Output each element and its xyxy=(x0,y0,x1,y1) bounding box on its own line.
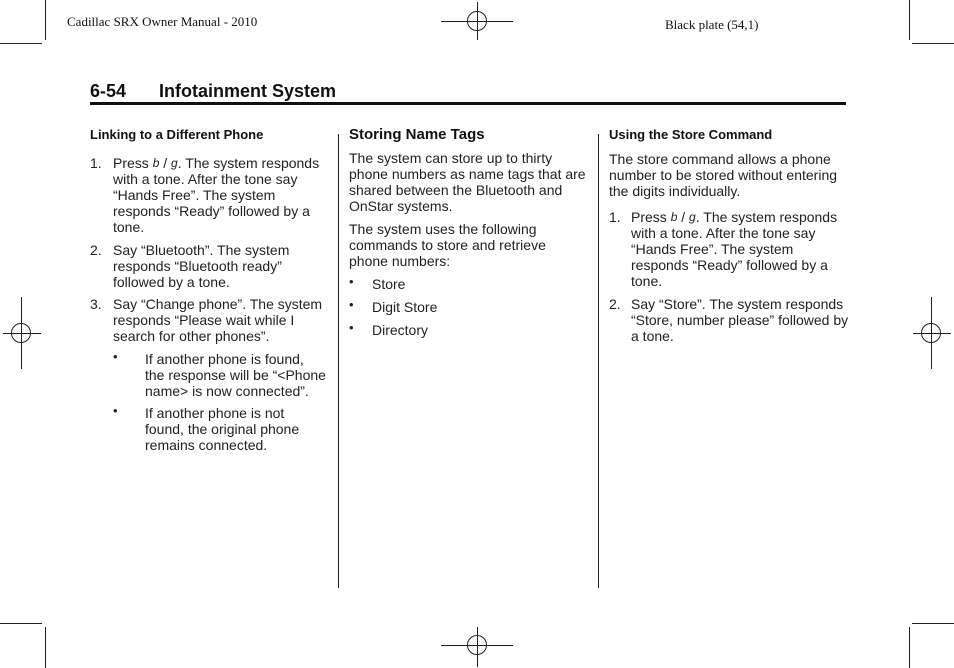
registration-circle xyxy=(467,635,487,655)
step xyxy=(90,242,326,290)
column-2 xyxy=(349,127,587,338)
bullet-text: If another phone is not found, the original phone remains connected. xyxy=(145,405,300,453)
voice-command-icon: g xyxy=(171,156,178,170)
column-heading: Storing Name Tags xyxy=(349,126,485,143)
column-divider xyxy=(598,134,599,588)
bullet-icon: • xyxy=(349,274,354,289)
step-text: Say “Bluetooth”. The system responds “Bluetooth ready” followed by a tone. xyxy=(113,242,290,290)
step-number: 2. xyxy=(609,296,621,312)
title-rule xyxy=(90,102,846,105)
plate-label: Black plate (54,1) xyxy=(665,17,759,32)
bullet-icon: • xyxy=(113,349,118,364)
bullet-text: If another phone is found, the response will be “<Phone name> is now connected”. xyxy=(145,351,326,399)
step xyxy=(90,296,326,344)
crop-mark xyxy=(912,43,954,44)
step-number: 1. xyxy=(90,155,102,171)
step-text: Press b / g. The system responds with a tone. After the tone say “Hands Free”. The system responds “Ready” followed by a tone. xyxy=(631,209,838,289)
manual-title: Cadillac SRX Owner Manual - 2010 xyxy=(67,14,258,29)
page-title xyxy=(90,81,336,102)
voice-command-icon: g xyxy=(689,210,696,224)
subsection-heading: Linking to a Different Phone xyxy=(90,127,264,142)
step xyxy=(609,209,849,289)
crop-mark xyxy=(45,0,46,40)
step-text: Say “Store”. The system responds “Store, number please” followed by a tone. xyxy=(631,296,849,344)
step xyxy=(90,155,326,235)
list-item xyxy=(113,405,326,453)
registration-circle xyxy=(467,11,487,31)
section-name: Infotainment System xyxy=(159,81,337,101)
page-number: 6-54 xyxy=(90,81,127,101)
crop-mark xyxy=(909,0,910,40)
list-item xyxy=(349,322,587,338)
column-1 xyxy=(90,127,326,453)
bullet-icon: • xyxy=(113,403,118,418)
column-3 xyxy=(609,127,849,344)
column-divider xyxy=(338,134,339,588)
crop-mark xyxy=(909,627,910,668)
phone-icon: b xyxy=(152,156,160,170)
registration-circle xyxy=(11,323,31,343)
paragraph: The system can store up to thirty phone numbers as name tags that are shared between the Bluetooth and OnStar systems. xyxy=(349,150,586,214)
list-item xyxy=(349,276,587,292)
subsection-heading: Using the Store Command xyxy=(609,127,773,142)
bullet-icon: • xyxy=(349,320,354,335)
bullet-text: Digit Store xyxy=(372,299,438,315)
bullet-text: Directory xyxy=(372,322,429,338)
registration-circle xyxy=(921,323,941,343)
step-text: Press b / g. The system responds with a tone. After the tone say “Hands Free”. The system responds “Ready” followed by a tone. xyxy=(113,155,320,235)
list-item xyxy=(113,351,326,399)
paragraph: The system uses the following commands to store and retrieve phone numbers: xyxy=(349,221,546,269)
bullet-icon: • xyxy=(349,297,354,312)
list-item xyxy=(349,299,587,315)
paragraph: The store command allows a phone number to be stored without entering the digits individually. xyxy=(609,151,838,199)
step-number: 3. xyxy=(90,296,102,312)
crop-mark xyxy=(45,627,46,668)
step-number: 2. xyxy=(90,242,102,258)
step-number: 1. xyxy=(609,209,621,225)
crop-mark xyxy=(0,43,42,44)
step xyxy=(609,296,849,344)
crop-mark xyxy=(912,623,954,624)
crop-mark xyxy=(0,623,42,624)
step-text: Say “Change phone”. The system responds “Please wait while I search for other phones”. xyxy=(113,296,323,344)
phone-icon: b xyxy=(670,210,678,224)
bullet-text: Store xyxy=(372,276,406,292)
